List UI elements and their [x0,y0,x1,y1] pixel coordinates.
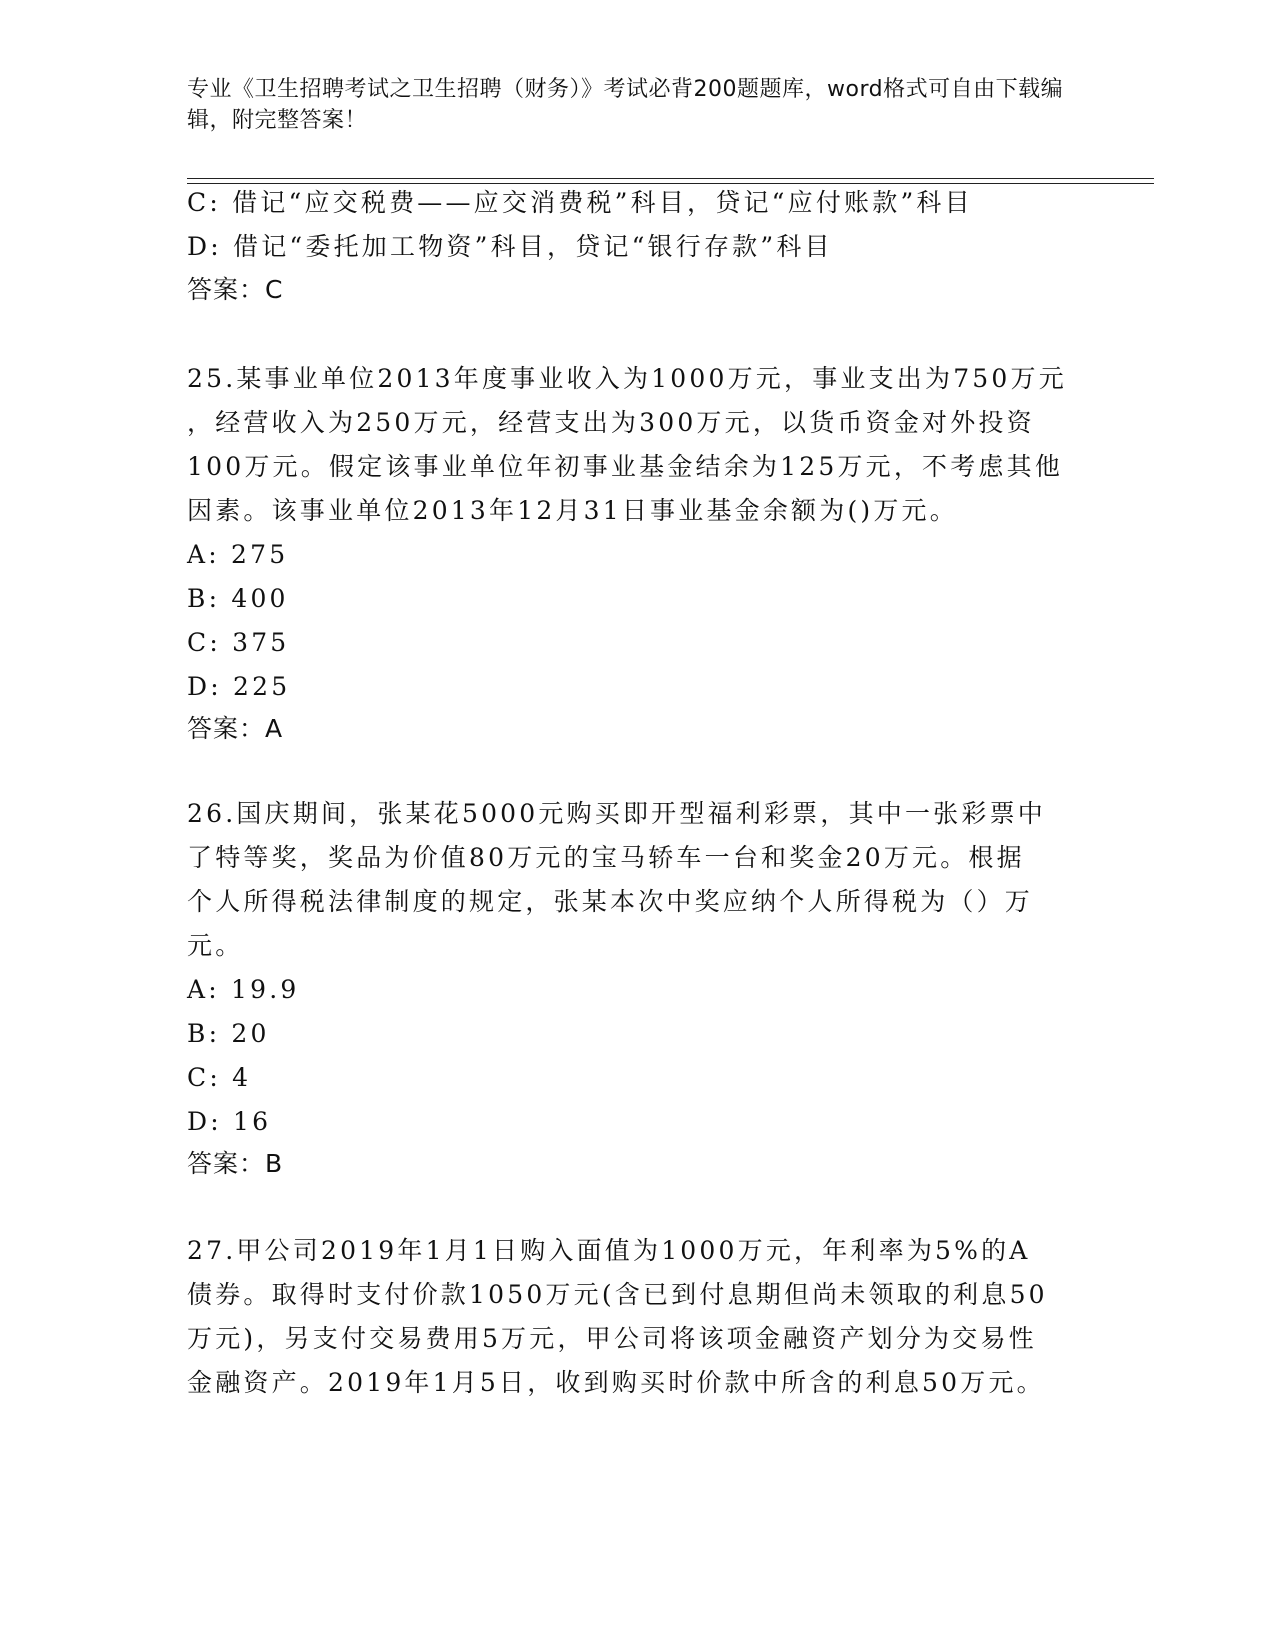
q26-text-line: 个人所得税法律制度的规定，张某本次中奖应纳个人所得税为（）万 [187,887,1034,916]
q25-option-c: C: 375 [187,628,290,657]
header-divider-bottom [187,183,1154,184]
q26-option-d: D: 16 [187,1107,272,1136]
q27-text-line: 27.甲公司2019年1月1日购入面值为1000万元，年利率为5%的A [187,1236,1031,1265]
q24-option-d: D: 借记“委托加工物资”科目，贷记“银行存款”科目 [187,232,833,261]
q27-text-line: 万元)，另支付交易费用5万元，甲公司将该项金融资产划分为交易性 [187,1324,1037,1353]
document-header: 专业《卫生招聘考试之卫生招聘（财务）》考试必背200题题库，word格式可自由下载编辑，附完整答案！ [187,77,1064,133]
q26-option-b: B: 20 [187,1019,270,1048]
q25-text-line: 100万元。假定该事业单位年初事业基金结余为125万元，不考虑其他 [187,452,1064,481]
q25-option-a: A: 275 [187,540,289,569]
q26-answer: 答案：B [187,1149,284,1178]
q26-text-line: 26.国庆期间，张某花5000元购买即开型福利彩票，其中一张彩票中 [187,799,1046,828]
header-divider-top [187,178,1154,179]
q25-option-d: D: 225 [187,672,291,701]
q25-text-line: 25.某事业单位2013年度事业收入为1000万元，事业支出为750万元 [187,364,1067,393]
q27-text-line: 金融资产。2019年1月5日，收到购买时价款中所含的利息50万元。 [187,1368,1045,1397]
q26-option-c: C: 4 [187,1063,252,1092]
q25-answer: 答案：A [187,714,284,743]
q26-text-line: 了特等奖，奖品为价值80万元的宝马轿车一台和奖金20万元。根据 [187,843,1025,872]
q25-text-line: 因素。该事业单位2013年12月31日事业基金余额为()万元。 [187,496,958,525]
q24-answer: 答案：C [187,275,284,304]
q27-text-line: 债券。取得时支付价款1050万元(含已到付息期但尚未领取的利息50 [187,1280,1048,1309]
q25-text-line: ，经营收入为250万元，经营支出为300万元，以货币资金对外投资 [187,408,1035,437]
q26-text-line: 元。 [187,931,244,960]
q26-option-a: A: 19.9 [187,975,300,1004]
q25-option-b: B: 400 [187,584,289,613]
q24-option-c: C: 借记“应交税费——应交消费税”科目，贷记“应付账款”科目 [187,188,973,217]
